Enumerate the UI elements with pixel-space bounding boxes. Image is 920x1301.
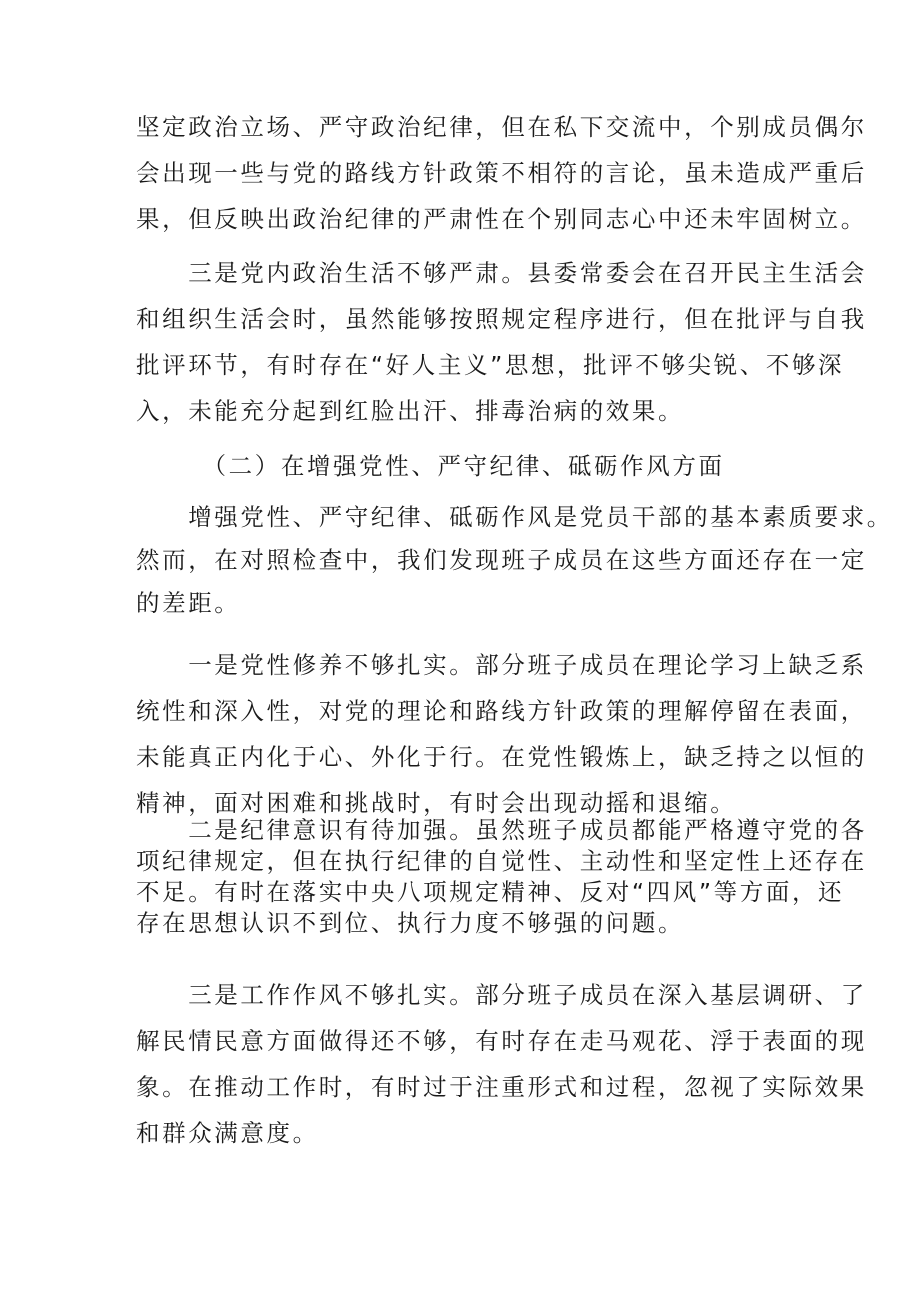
text-line: 存在思想认识不到位、执行力度不够强的问题。	[136, 909, 685, 937]
text-line: 二是纪律意识有待加强。虽然班子成员都能严格遵守党的各	[136, 816, 867, 844]
paragraph-section-intro	[136, 496, 893, 625]
paragraph-inner-party-life	[136, 250, 867, 434]
section-heading-two	[136, 443, 791, 489]
text-line: 象。在推动工作时，有时过于注重形式和过程，忽视了实际效果	[136, 1073, 867, 1101]
text-line: 三是党内政治生活不够严肃。县委常委会在召开民主生活会	[136, 259, 867, 287]
text-line: 未能真正内化于心、外化于行。在党性锻炼上，缺乏持之以恒的	[136, 743, 867, 771]
text-line: 增强党性、严守纪律、砥砺作风是党员干部的基本素质要求。	[136, 503, 893, 531]
text-line: 统性和深入性，对党的理论和路线方针政策的理解停留在表面，	[136, 697, 867, 725]
text-line: 批评环节，有时存在“好人主义”思想，批评不够尖锐、不够深	[136, 351, 845, 379]
paragraph-discipline-awareness	[136, 815, 867, 939]
text-line: 项纪律规定，但在执行纪律的自觉性、主动性和坚定性上还存在	[136, 847, 867, 875]
paragraph-party-spirit	[136, 642, 867, 826]
text-line: 不足。有时在落实中央八项规定精神、反对“四风”等方面，还	[136, 878, 845, 906]
text-line: 和群众满意度。	[136, 1119, 319, 1147]
text-line: 一是党性修养不够扎实。部分班子成员在理论学习上缺乏系	[136, 651, 867, 679]
paragraph-political-discipline-continued	[136, 104, 867, 242]
text-line: 坚定政治立场、严守政治纪律，但在私下交流中，个别成员偶尔	[136, 113, 867, 141]
text-line: 的差距。	[136, 589, 241, 617]
text-line: 果，但反映出政治纪律的严肃性在个别同志心中还未牢固树立。	[136, 205, 867, 233]
text-line: 解民情民意方面做得还不够，有时存在走马观花、浮于表面的现	[136, 1027, 867, 1055]
text-line: 入，未能充分起到红脸出汗、排毒治病的效果。	[136, 397, 685, 425]
text-line: 会出现一些与党的路线方针政策不相符的言论，虽未造成严重后	[136, 159, 867, 187]
paragraph-work-style	[136, 972, 867, 1156]
heading-line: （二）在增强党性、严守纪律、砥砺作风方面	[136, 452, 725, 480]
text-line: 三是工作作风不够扎实。部分班子成员在深入基层调研、了	[136, 981, 867, 1009]
text-line: 和组织生活会时，虽然能够按照规定程序进行，但在批评与自我	[136, 305, 867, 333]
text-line: 精神，面对困难和挑战时，有时会出现动摇和退缩。	[136, 789, 737, 817]
text-line: 然而，在对照检查中，我们发现班子成员在这些方面还存在一定	[136, 546, 867, 574]
